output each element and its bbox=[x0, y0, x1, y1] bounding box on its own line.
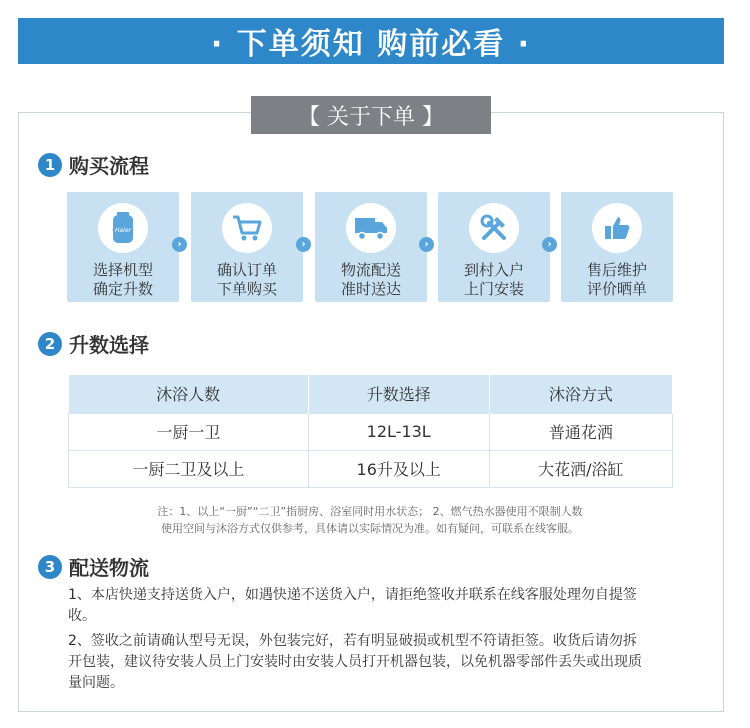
step-confirm-order bbox=[191, 192, 303, 302]
step-installation bbox=[438, 192, 550, 302]
tools-icon bbox=[469, 203, 519, 253]
step-choose-model bbox=[67, 192, 179, 302]
capacity-note bbox=[100, 503, 640, 537]
column-header: 沐浴人数 bbox=[69, 375, 309, 413]
truck-icon bbox=[346, 203, 396, 253]
chevron-right-icon: › bbox=[542, 237, 557, 252]
column-header: 沐浴方式 bbox=[489, 375, 672, 413]
capacity-table bbox=[68, 375, 673, 488]
section-title: 配送物流 bbox=[69, 556, 149, 580]
step-label-line2: 确定升数 bbox=[92, 280, 153, 298]
cart-icon bbox=[222, 203, 272, 253]
step-after-sales bbox=[561, 192, 673, 302]
table-cell: 普通花洒 bbox=[489, 413, 672, 450]
delivery-item: 1、本店快递支持送货入户，如遇快递不送货入户，请拒绝签收并联系在线客服处理勿自提签收。 bbox=[68, 587, 637, 624]
table-header-row bbox=[69, 375, 673, 413]
section-heading-purchase-flow bbox=[38, 150, 149, 179]
table-cell: 16升及以上 bbox=[308, 450, 489, 487]
step-label-line1: 确认订单 bbox=[216, 261, 277, 279]
step-label-line2: 准时送达 bbox=[340, 280, 401, 298]
table-row bbox=[69, 413, 673, 450]
purchase-flow-steps bbox=[67, 192, 677, 302]
step-delivery bbox=[315, 192, 427, 302]
column-header: 升数选择 bbox=[308, 375, 489, 413]
section-number-badge: 1 bbox=[38, 153, 62, 177]
step-label-line1: 选择机型 bbox=[92, 261, 153, 279]
section-heading-delivery bbox=[38, 552, 149, 581]
section-tab-about-ordering: 【 关于下单 】 bbox=[251, 96, 491, 134]
water-heater-icon bbox=[98, 203, 148, 253]
step-label-line2: 下单购买 bbox=[216, 280, 277, 298]
section-heading-capacity bbox=[38, 329, 149, 358]
table-row bbox=[69, 450, 673, 487]
table-cell: 一厨一卫 bbox=[69, 413, 309, 450]
step-label-line1: 售后维护 bbox=[586, 261, 647, 279]
delivery-item: 2、签收之前请确认型号无误，外包装完好，若有明显破损或机型不符请拒签。收货后请勿拆开包装，建议待安装人员上门安装时由安装人员打开机器包装，以免机器零部件丢失或出现质量问题。 bbox=[68, 633, 642, 691]
chevron-right-icon: › bbox=[419, 237, 434, 252]
chevron-right-icon: › bbox=[296, 237, 311, 252]
step-label-line2: 评价晒单 bbox=[586, 280, 647, 298]
table-cell: 一厨二卫及以上 bbox=[69, 450, 309, 487]
section-title: 购买流程 bbox=[69, 154, 149, 178]
thumbs-up-icon bbox=[592, 203, 642, 253]
chevron-right-icon: › bbox=[172, 237, 187, 252]
page-banner: · 下单须知 购前必看 · bbox=[18, 18, 724, 64]
section-number-badge: 2 bbox=[38, 332, 62, 356]
note-line: 使用空间与沐浴方式仅供参考，具体请以实际情况为准。如有疑问，可联系在线客服。 bbox=[161, 522, 579, 535]
step-label-line2: 上门安装 bbox=[463, 280, 524, 298]
step-label-line1: 物流配送 bbox=[340, 261, 401, 279]
table-cell: 12L-13L bbox=[308, 413, 489, 450]
table-cell: 大花洒/浴缸 bbox=[489, 450, 672, 487]
section-title: 升数选择 bbox=[69, 333, 149, 357]
svg-text:Haier: Haier bbox=[114, 227, 132, 234]
step-label-line1: 到村入户 bbox=[463, 261, 524, 279]
section-number-badge: 3 bbox=[38, 555, 62, 579]
note-line: 注：1、以上“一厨”“二卫”指厨房、浴室同时用水状态； 2、燃气热水器使用不限制人数 bbox=[157, 505, 583, 518]
